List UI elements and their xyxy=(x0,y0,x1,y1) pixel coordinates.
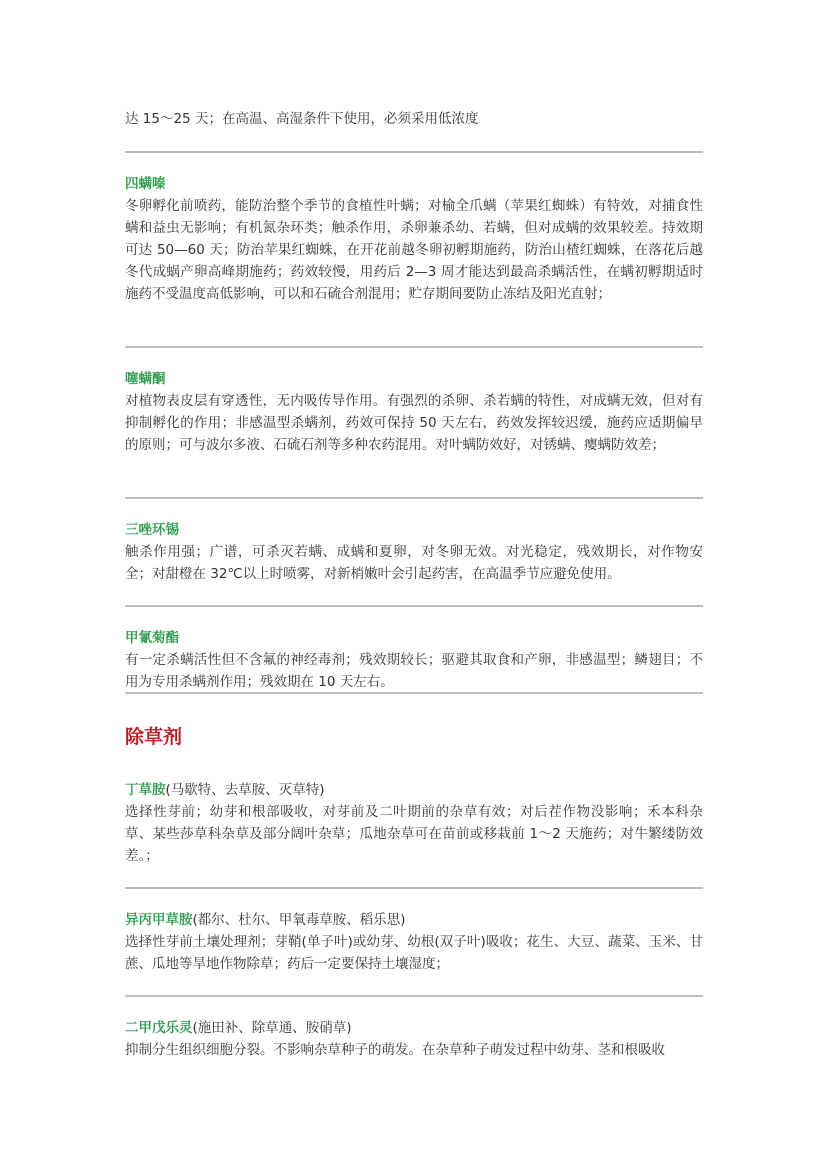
entry-title xyxy=(125,1017,703,1039)
entry-title-text: 二甲戊乐灵 xyxy=(125,1020,193,1036)
entry-hexythiazox xyxy=(125,368,703,456)
entry-alias: (施田补、除草通、胺硝草) xyxy=(192,1020,352,1036)
entry-body: 抑制分生组织细胞分裂。不影响杂草种子的萌发。在杂草种子萌发过程中幼芽、茎和根吸收 xyxy=(125,1042,665,1058)
entry-body: 选择性芽前土壤处理剂；芽鞘(单子叶)或幼芽、幼根(双子叶)吸收；花生、大豆、蔬菜、玉米、甘蔗、瓜地等旱地作物除草；药后一定要保持土壤湿度； xyxy=(125,934,703,972)
section-title: 除草剂 xyxy=(125,726,183,748)
entry-body: 触杀作用强；广谱，可杀灭若螨、成螨和夏卵，对冬卵无效。对光稳定，残效期长，对作物安全；对甜橙在 32℃以上时喷雾，对新梢嫩叶会引起药害，在高温季节应避免使用。 xyxy=(125,544,703,582)
entry-tetrafenpyr xyxy=(125,173,703,305)
divider xyxy=(125,995,703,997)
entry-title xyxy=(125,519,703,541)
divider xyxy=(125,605,703,607)
entry-title-text: 四螨嗪 xyxy=(125,176,166,192)
divider xyxy=(125,692,703,694)
divider xyxy=(125,151,703,153)
entry-title xyxy=(125,909,703,931)
entry-title xyxy=(125,779,703,801)
entry-azocyclotin xyxy=(125,519,703,585)
divider xyxy=(125,346,703,348)
entry-pendimethalin xyxy=(125,1017,703,1061)
entry-body: 有一定杀螨活性但不含氟的神经毒剂；残效期较长；驱避其取食和产卵，非感温型；鳞翅目；不用为专用杀螨剂作用；残效期在 10 天左右。 xyxy=(125,652,703,690)
entry-title xyxy=(125,368,703,390)
divider xyxy=(125,887,703,889)
entry-body: 冬卵孵化前喷药，能防治整个季节的食植性叶螨；对榆全爪螨（苹果红蜘蛛）有特效，对捕食性螨和益虫无影响；有机氮杂环类；触杀作用，杀卵兼杀幼、若螨，但对成螨的效果较差。持效期可达 50—60 天；防治苹果红蜘蛛，在开花前越冬卵初孵期施药，防治山楂红蜘蛛，在落花后越冬代成蜗产卵高峰期施药；药效较慢，用药后 2—3 周才能达到最高杀螨活性，在螨初孵期适时施药不受温度高低影响，可以和石硫合剂混用；贮存期间要防止冻结及阳光直射； xyxy=(125,198,703,302)
intro-line: 达 15～25 天；在高温、高湿条件下使用，必须采用低浓度 xyxy=(125,111,479,127)
entry-body: 对植物表皮层有穿透性，无内吸传导作用。有强烈的杀卵、杀若螨的特性，对成螨无效，但对有抑制孵化的作用；非感温型杀螨剂，药效可保持 50 天左右，药效发挥较迟缓，施药应适期偏早的原则；可与波尔多液、石硫石剂等多种农药混用。对叶螨防效好，对锈螨、瘿螨防效差； xyxy=(125,393,703,453)
entry-title-text: 噻螨酮 xyxy=(125,371,166,387)
entry-fenpropathrin xyxy=(125,627,703,693)
entry-title xyxy=(125,173,703,195)
entry-title-text: 三唑环锡 xyxy=(125,522,179,538)
entry-body: 选择性芽前；幼芽和根部吸收，对芽前及二叶期前的杂草有效；对后茬作物没影响；禾本科杂草、某些莎草科杂草及部分阔叶杂草；瓜地杂草可在苗前或移栽前 1～2 天施药；对牛繁缕防效差。； xyxy=(125,804,703,864)
entry-title xyxy=(125,627,703,649)
entry-butachlor xyxy=(125,779,703,867)
divider xyxy=(125,497,703,499)
entry-title-text: 异丙甲草胺 xyxy=(125,912,193,928)
entry-title-text: 甲氰菊酯 xyxy=(125,630,179,646)
entry-alias: (马歇特、去草胺、灭草特) xyxy=(165,782,325,798)
entry-alias: (都尔、杜尔、甲氧毒草胺、稻乐思) xyxy=(192,912,406,928)
entry-metolachlor xyxy=(125,909,703,975)
entry-title-text: 丁草胺 xyxy=(125,782,166,798)
